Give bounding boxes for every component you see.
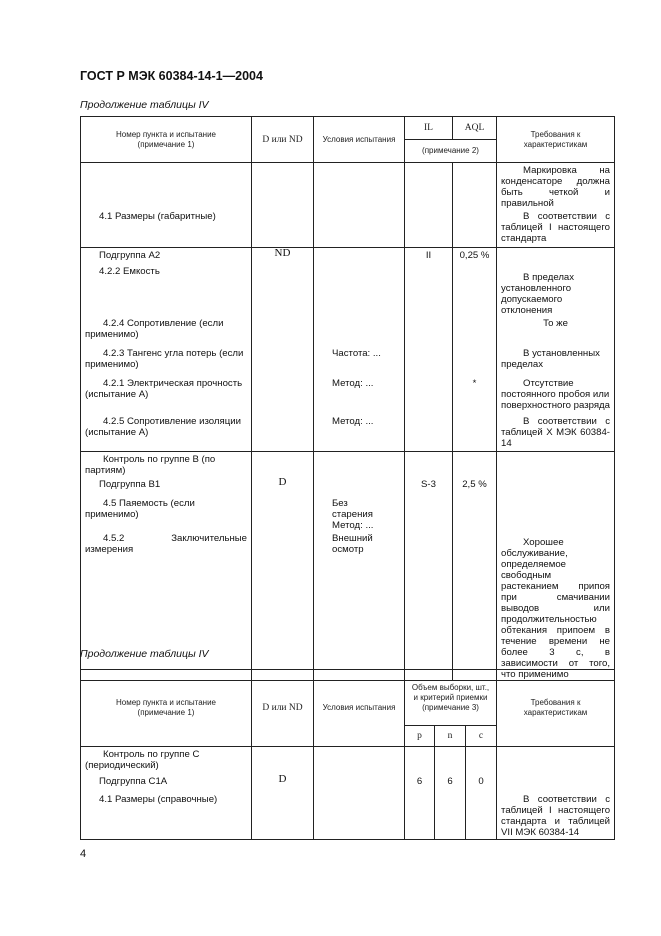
aql-cell: * bbox=[453, 376, 497, 414]
header-note2: (примечание 2) bbox=[405, 140, 497, 163]
requirement-cell: То же bbox=[497, 316, 615, 346]
header-item: Номер пункта и испытание (примечание 1) bbox=[81, 670, 252, 747]
header-n: n bbox=[435, 726, 466, 747]
page-number: 4 bbox=[80, 848, 87, 860]
conditions-cell: Без старения Метод: ... bbox=[314, 496, 405, 531]
item-cell: 4.2.2 Емкость bbox=[81, 264, 252, 316]
requirement-cell: В соответствии с таблицей X МЭК 60384-14 bbox=[497, 414, 615, 451]
item-cell: Контроль по группе В (по партиям) bbox=[81, 451, 252, 477]
item-cell: 4.5 Паяемость (если применимо) bbox=[81, 496, 252, 531]
item-cell: Контроль по группе С (периодический) bbox=[81, 747, 252, 774]
table-row bbox=[81, 346, 615, 376]
aql-cell: 0,25 % bbox=[453, 247, 497, 264]
item-cell: 4.2.5 Сопротивление изоляции (испытание А) bbox=[81, 414, 252, 451]
header-p: p bbox=[405, 726, 435, 747]
table-row bbox=[81, 792, 615, 840]
item-cell: 4.2.4 Сопротивление (если применимо) bbox=[81, 316, 252, 346]
table-row bbox=[81, 747, 615, 774]
requirement-cell: Хорошее обслуживание, определяемое свободным растеканием припоя при смачивании выводов или продолжительностью обтекания припоем в течение времени не более 3 с, в зависимости от того, что применимо bbox=[497, 531, 615, 681]
table-row bbox=[81, 414, 615, 451]
table-row bbox=[81, 264, 615, 316]
il-cell: II bbox=[405, 247, 453, 264]
item-cell: 4.1 Размеры (справочные) bbox=[81, 792, 252, 840]
header-c: c bbox=[466, 726, 497, 747]
conditions-cell: Метод: ... bbox=[314, 376, 405, 414]
table-row bbox=[81, 477, 615, 496]
conditions-cell: Метод: ... bbox=[314, 414, 405, 451]
header-aql: AQL bbox=[453, 117, 497, 140]
requirement-cell: Отсутствие постоянного пробоя или поверхностного разряда bbox=[497, 376, 615, 414]
table-row bbox=[81, 316, 615, 346]
d-nd-cell: D bbox=[252, 774, 314, 792]
item-cell: Подгруппа В1 bbox=[81, 477, 252, 496]
conditions-cell: Внешний осмотр bbox=[314, 531, 405, 681]
requirement-cell: В установленных пределах bbox=[497, 346, 615, 376]
il-cell: S-3 bbox=[405, 477, 453, 496]
conditions-cell: Частота: ... bbox=[314, 346, 405, 376]
requirement-cell: В пределах установленного допускаемого отклонения bbox=[497, 264, 615, 316]
item-cell: 4.1 Размеры (габаритные) bbox=[81, 209, 252, 247]
aql-cell: 2,5 % bbox=[453, 477, 497, 496]
d-nd-cell: D bbox=[252, 477, 314, 496]
inspection-table bbox=[80, 116, 615, 681]
item-cell: Подгруппа С1А bbox=[81, 774, 252, 792]
table-caption: Продолжение таблицы IV bbox=[80, 99, 209, 111]
item-cell: 4.2.1 Электрическая прочность (испытание А) bbox=[81, 376, 252, 414]
p-cell: 6 bbox=[405, 774, 435, 792]
item-cell: Подгруппа А2 bbox=[81, 247, 252, 264]
table-caption: Продолжение таблицы IV bbox=[80, 648, 209, 660]
inspection-table bbox=[80, 669, 615, 840]
header-requirements: Требования к характеристикам bbox=[497, 117, 615, 163]
n-cell: 6 bbox=[435, 774, 466, 792]
header-item: Номер пункта и испытание (примечание 1) bbox=[81, 117, 252, 163]
table-row bbox=[81, 376, 615, 414]
standard-title: ГОСТ Р МЭК 60384-14-1—2004 bbox=[80, 69, 263, 83]
item-cell: 4.5.2 Заключительные измерения bbox=[81, 531, 252, 681]
table-row bbox=[81, 209, 615, 247]
table-row bbox=[81, 774, 615, 792]
requirement-cell: В соответствии с таблицей I настоящего стандарта bbox=[497, 209, 615, 247]
header-d-nd: D или ND bbox=[252, 117, 314, 163]
header-sample: Объем выборки, шт., и критерий приемки (примечание 3) bbox=[405, 670, 497, 726]
requirement-cell: В соответствии с таблицей I настоящего стандарта и таблицей VII МЭК 60384-14 bbox=[497, 792, 615, 840]
header-il: IL bbox=[405, 117, 453, 140]
c-cell: 0 bbox=[466, 774, 497, 792]
table-row bbox=[81, 247, 615, 264]
table-row bbox=[81, 451, 615, 477]
header-requirements: Требования к характеристикам bbox=[497, 670, 615, 747]
table-row bbox=[81, 496, 615, 531]
table-row bbox=[81, 163, 615, 210]
header-conditions: Условия испытания bbox=[314, 670, 405, 747]
item-cell: 4.2.3 Тангенс угла потерь (если применимо) bbox=[81, 346, 252, 376]
d-nd-cell: ND bbox=[252, 247, 314, 264]
header-conditions: Условия испытания bbox=[314, 117, 405, 163]
header-d-nd: D или ND bbox=[252, 670, 314, 747]
requirement-cell: Маркировка на конденсаторе должна быть четкой и правильной bbox=[497, 163, 615, 210]
